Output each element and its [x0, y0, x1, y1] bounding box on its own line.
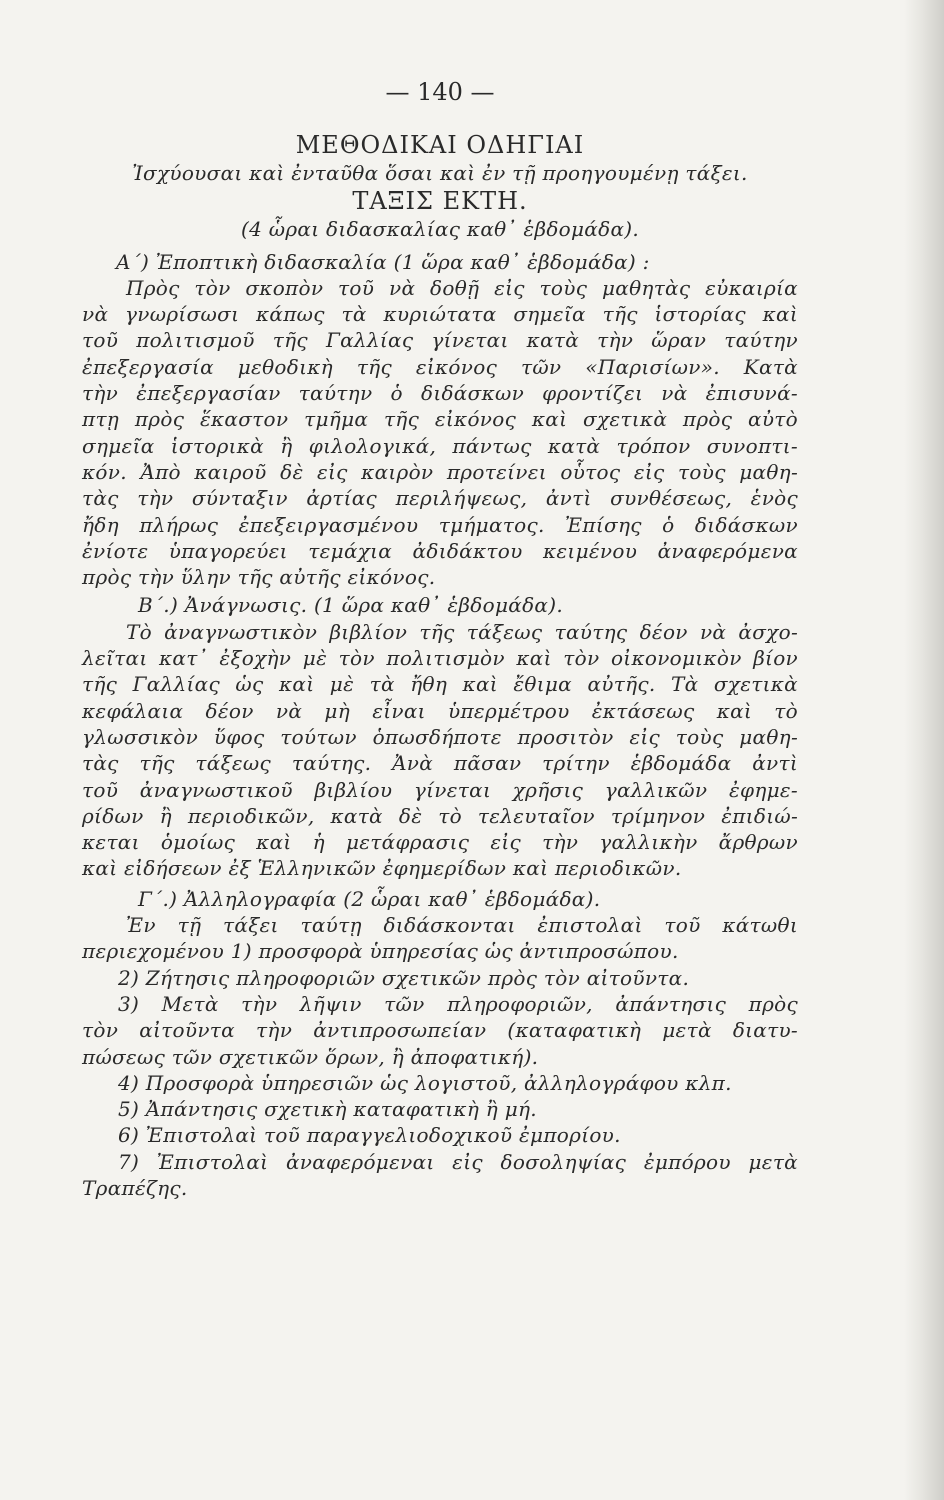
text-line: ρίδων ἢ περιοδικῶν, κατὰ δὲ τὸ τελευταῖον τρίμηνον ἐπιδιώ-	[82, 803, 798, 828]
text-line: σημεῖα ἱστορικὰ ἢ φιλολογικά, πάντως κατὰ τρόπον συνοπτι-	[82, 433, 798, 458]
section-a-body	[82, 275, 798, 591]
section-c-heading: Γ΄.) Ἀλληλογραφία (2 ὧραι καθ᾿ ἑβδομάδα).	[138, 886, 601, 911]
text-line: νὰ γνωρίσωσι κάπως τὰ κυριώτατα σημεῖα τῆς ἱστορίας καὶ	[82, 302, 798, 327]
text-line: Πρὸς τὸν σκοπὸν τοῦ νὰ δοθῇ εἰς τοὺς μαθητὰς εὐκαιρία	[126, 275, 798, 300]
list-item: 2) Ζήτησις πληροφοριῶν σχετικῶν πρὸς τὸν αἰτοῦντα.	[118, 965, 690, 990]
list-item: 3) Μετὰ τὴν λῆψιν τῶν πληροφοριῶν, ἀπάντησις πρὸς	[118, 991, 798, 1016]
text-line: τοῦ πολιτισμοῦ τῆς Γαλλίας γίνεται κατὰ τὴν ὥραν ταύτην	[82, 328, 798, 353]
text-line: τοῦ ἀναγνωστικοῦ βιβλίου γίνεται χρῆσις γαλλικῶν ἐφημε-	[82, 777, 798, 802]
text-line: λεῖται κατ᾿ ἐξοχὴν μὲ τὸν πολιτισμὸν καὶ τὸν οἰκονομικὸν βίον	[82, 646, 798, 671]
text-line: τὴν ἐπεξεργασίαν ταύτην ὁ διδάσκων φροντίζει νὰ ἐπισυνά-	[82, 381, 798, 406]
book-page	[82, 70, 798, 1203]
list-item-continuation: τὸν αἰτοῦντα τὴν ἀντιπροσωπείαν (καταφατικὴ μετὰ διατυ-	[82, 1018, 798, 1043]
page-title: ΜΕΘΟΔΙΚΑΙ ΟΔΗΓΙΑΙ	[295, 131, 585, 159]
text-line: πρὸς τὴν ὕλην τῆς αὐτῆς εἰκόνος.	[82, 565, 436, 590]
text-line: ἤδη πλήρως ἐπεξειργασμένου τμήματος. Ἐπίσης ὁ διδάσκων	[82, 512, 798, 537]
list-item-continuation: Τραπέζης.	[82, 1175, 188, 1200]
text-line: κεται ὁμοίως καὶ ἡ μετάφρασις εἰς τὴν γαλλικὴν ἄρθρων	[82, 830, 798, 855]
text-line: ἐπεξεργασία μεθοδικὴ τῆς εἰκόνος τῶν «Παρισίων». Κατὰ	[82, 354, 798, 379]
page-number: — 140 —	[385, 78, 495, 106]
list-item: 7) Ἐπιστολαὶ ἀναφερόμεναι εἰς δοσοληψίας ἐμπόρου μετὰ	[118, 1149, 798, 1174]
text-line: ἐνίοτε ὑπαγορεύει τεμάχια ἀδιδάκτου κειμένου ἀναφερόμενα	[82, 538, 798, 563]
list-item: 6) Ἐπιστολαὶ τοῦ παραγγελιοδοχικοῦ ἐμπορίου.	[118, 1123, 621, 1148]
text-line: κόν. Ἀπὸ καιροῦ δὲ εἰς καιρὸν προτείνει οὗτος εἰς τοὺς μαθη-	[82, 459, 798, 484]
list-item-continuation: πώσεως τῶν σχετικῶν ὅρων, ἢ ἀποφατική).	[82, 1044, 539, 1069]
intro-line: Ἰσχύουσαι καὶ ἐνταῦθα ὅσαι καὶ ἐν τῇ προηγουμένῃ τάξει.	[132, 161, 748, 185]
text-line: τὰς τὴν σύνταξιν ἀρτίας περιλήψεως, ἀντὶ συνθέσεως, ἑνὸς	[82, 486, 798, 511]
text-line: πτῃ πρὸς ἕκαστον τμῆμα τῆς εἰκόνος καὶ σχετικὰ πρὸς αὐτὸ	[82, 407, 798, 432]
list-item: 4) Προσφορὰ ὑπηρεσιῶν ὡς λογιστοῦ, ἀλληλογράφου κλπ.	[118, 1070, 732, 1095]
section-c-body	[82, 912, 798, 1201]
class-hours: (4 ὧραι διδασκαλίας καθ᾿ ἑβδομάδα).	[240, 217, 640, 242]
text-line: τὰς τῆς τάξεως ταύτης. Ἀνὰ πᾶσαν τρίτην ἑβδομάδα ἀντὶ	[82, 751, 798, 776]
section-b-heading: Β΄.) Ἀνάγνωσις. (1 ὥρα καθ᾿ ἑβδομάδα).	[138, 593, 563, 618]
text-line: κεφάλαια δέον νὰ μὴ εἶναι ὑπερμέτρου ἐκτάσεως καὶ τὸ	[82, 698, 798, 723]
text-line: καὶ εἰδήσεων ἐξ Ἑλληνικῶν ἐφημερίδων καὶ περιοδικῶν.	[82, 856, 682, 881]
class-title: ΤΑΞΙΣ ΕΚΤΗ.	[352, 187, 528, 216]
text-line: τῆς Γαλλίας ὡς καὶ μὲ τὰ ἤθη καὶ ἔθιμα αὐτῆς. Τὰ σχετικὰ	[82, 672, 798, 697]
text-line: γλωσσικὸν ὕφος τούτων ὁπωσδήποτε προσιτὸν εἰς τοὺς μαθη-	[82, 724, 798, 749]
section-a-heading: Α΄) Ἐποπτικὴ διδασκαλία (1 ὥρα καθ᾿ ἑβδομάδα) :	[116, 249, 650, 274]
list-item: 5) Ἀπάντησις σχετικὴ καταφατικὴ ἢ μή.	[118, 1097, 537, 1122]
page-edge-shadow	[904, 0, 944, 1500]
text-line: περιεχομένου 1) προσφορὰ ὑπηρεσίας ὡς ἀντιπροσώπου.	[82, 939, 679, 964]
text-line: Τὸ ἀναγνωστικὸν βιβλίον τῆς τάξεως ταύτης δέον νὰ ἀσχο-	[126, 619, 798, 644]
section-b-body	[82, 619, 798, 882]
text-line: Ἐν τῇ τάξει ταύτῃ διδάσκονται ἐπιστολαὶ τοῦ κάτωθι	[126, 913, 798, 938]
